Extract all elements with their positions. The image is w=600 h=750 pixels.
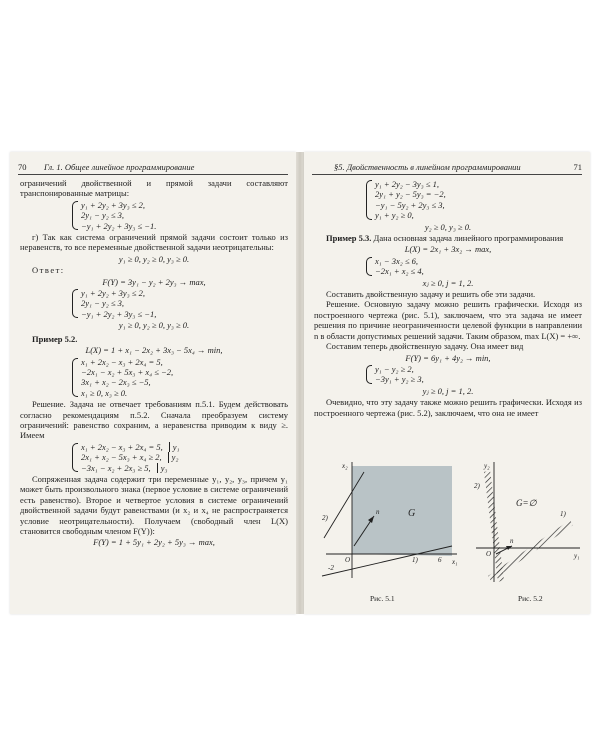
paragraph: г) Так как система ограничений прямой задачи состоит только из неравенств, то все переменные двойственной задачи неотрицательны: [20,232,288,253]
right-running-title: §5. Двойственность в линейном программировании [334,162,521,172]
caption-fig-5-2: Рис. 5.2 [518,594,543,603]
formula: F(Y) = 1 + 5y₁ + 2y₂ + 5y₃ → max, [93,537,215,548]
label-o: O [486,550,492,558]
formula-system: x₁ + 2x₂ − x₃ + 2x₄ = 5, y₁ 2x₁ + x₂ − 5x₃ + x₄ ≥ 2, y₂ −3x₁ − x₂ + 2x₃ ≥ 5, y₃ [72,442,288,473]
label-x2: x₂ [342,462,348,470]
left-page [10,152,296,614]
paragraph: Очевидно, что эту задачу также можно решить графически. Исходя из построенного чертежа (рис. 5.2), заключаем, что она не имеет [314,397,582,418]
caption-fig-5-1: Рис. 5.1 [370,594,395,603]
formula-system: x₁ − 3x₂ ≤ 6, −2x₁ + x₂ ≤ 4, [366,256,582,277]
paragraph: ограничений двойственной и прямой задачи составляют транспонированные матрицы: [20,178,288,199]
label-n: n [510,537,514,545]
formula: yⱼ ≥ 0, j = 1, 2. [422,385,474,396]
example-heading: Пример 5.2. [32,333,78,344]
formula: L(X) = 1 + x₁ − 2x₂ + 3x₃ − 5x₄ → min, [85,345,223,356]
right-page [304,152,590,614]
paragraph: Дана основная задача линейного программирования [373,233,564,244]
line-1-hatched [488,520,573,581]
label-y2: y₂ [484,462,490,470]
label-line-1: 1) [412,556,418,564]
paragraph: Составить двойственную задачу и решить обе эти задачи. [326,289,536,300]
figure-5-1 [312,458,462,588]
label-line-2: 2) [474,482,480,490]
example-heading: Пример 5.3. [326,233,372,244]
label-y1: y₁ [574,552,580,560]
formula: F(Y) = 6y₁ + 4y₂ → min, [405,352,491,363]
paragraph: Решение. Основную задачу можно решить графически. Исходя из построенного чертежа (рис. 5.1), заключаем, что эта задача не имеет решения по причине неограниченности целевой функции в направлении n в области допустимых решений задачи. Таким образом, max L(X) = +∞. [314,299,582,341]
paragraph: Сопряженная задача содержит три переменные y₁, y₂, y₃, причем y₁ может быть произвольного знака (первое условие в системе ограничений есть равенство). Второе и четвертое условия в системе ограничений двойственной задачи будут равенствами (и x₂ и x₄ не распространяется условие неотрицательности). Получаем (свободный член L(X) становится свободным членом F(Y)): [20,473,288,536]
formula-system: y₁ + 2y₂ + 3y₃ ≤ 2, 2y₁ − y₂ ≤ 3, −y₁ + 2y₂ + 3y₃ ≤ −1, [72,288,288,319]
label-g: G [408,508,416,519]
label-empty-set: G=∅ [516,498,537,508]
paragraph: Решение. Задача не отвечает требованиям п.5.1. Будем действовать согласно рекомендациям п.5.2. Сначала преобразуем систему ограничений: равенство сохраним, а неравенства приводим к виду ≥. Имеем [20,399,288,441]
label-x1: x₁ [452,558,458,566]
feasible-region-g [352,466,452,556]
formula-system: y₁ + 2y₂ + 3y₃ ≤ 2, 2y₁ − y₂ ≤ 3, −y₁ + 2y₂ + 3y₃ ≤ −1. [72,200,288,231]
left-running-head [18,162,288,175]
label-line-2: 2) [322,514,328,522]
formula: y₁ ≥ 0, y₂ ≥ 0, y₃ ≥ 0. [118,253,190,264]
figure-5-2 [470,458,584,588]
right-running-head [312,162,582,175]
label-o: O [345,556,351,564]
formula: F(Y) = 3y₁ − y₂ + 2y₃ → max, [102,276,206,287]
label-line-1: 1) [560,510,566,518]
left-page-number: 70 [18,162,27,172]
formula-system: x₁ + 2x₂ − x₃ + 2x₄ = 5, −2x₁ − x₂ + 5x₃ + x₄ ≤ −2, 3x₁ + x₂ − 2x₃ ≤ −5, x₁ ≥ 0, x₃ ≥ 0. [72,357,288,399]
book-gutter [296,152,304,614]
left-running-title: Гл. 1. Общее линейное программирование [44,162,195,172]
formula-system: y₁ + 2y₂ − 3y₃ ≤ 1, 2y₁ + y₂ − 5y₃ = −2, −y₁ − 5y₂ + 2y₃ ≤ 3, y₁ + y₂ ≥ 0, [366,179,582,221]
formula: L(X) = 2x₁ + 3x₂ → max, [404,244,492,255]
formula: y₂ ≥ 0, y₃ ≥ 0. [424,221,472,232]
label-tick-neg: -2 [328,564,334,572]
answer-label: Ответ: [32,265,65,276]
label-tick-pos: 6 [438,556,442,564]
paragraph: Составим теперь двойственную задачу. Она имеет вид [326,341,524,352]
formula-system: y₁ − y₂ ≥ 2, −3y₁ + y₂ ≥ 3, [366,364,582,385]
right-page-number: 71 [573,162,582,172]
formula: xⱼ ≥ 0, j = 1, 2. [422,277,474,288]
formula: y₁ ≥ 0, y₂ ≥ 0, y₃ ≥ 0. [118,320,190,331]
label-n: n [376,508,380,516]
